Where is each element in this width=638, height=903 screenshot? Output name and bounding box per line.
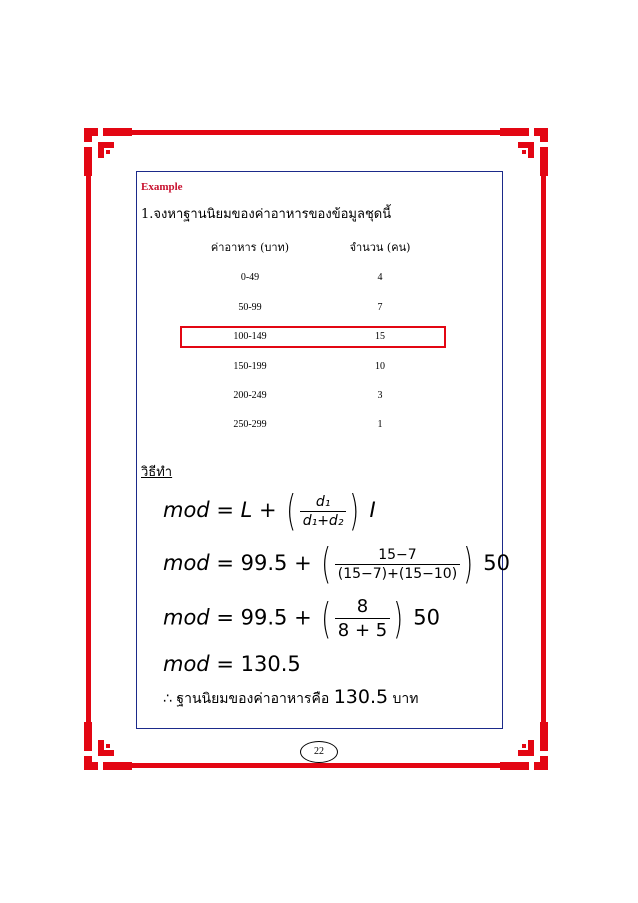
- eq4-result: 130.5: [240, 652, 301, 676]
- eq2-lhs: mod: [163, 551, 210, 575]
- eq4-lhs: mod: [163, 652, 210, 676]
- eq2-plus: +: [294, 551, 312, 575]
- fraction-denominator: d₁+d₂: [302, 512, 344, 529]
- table-cell-count: 7: [377, 302, 383, 313]
- corner-ornament-bottom-right: [500, 722, 548, 770]
- left-paren: (: [286, 486, 297, 535]
- table-cell-count: 3: [377, 390, 383, 401]
- eq1-lhs: mod: [163, 498, 210, 522]
- formula-mode: [163, 486, 376, 535]
- formula-result: [163, 652, 301, 676]
- eq2-fraction: [335, 547, 460, 582]
- corner-ornament-top-left: [84, 128, 132, 176]
- eq3-base: 99.5: [240, 605, 288, 630]
- eq3-fraction: [335, 596, 390, 641]
- table-cell-count: 10: [375, 361, 385, 372]
- eq1-fraction: [300, 494, 347, 529]
- fraction-numerator: 15−7: [335, 547, 460, 565]
- eq2-interval: 50: [483, 551, 510, 575]
- example-label: Example: [141, 181, 183, 193]
- right-paren: ): [349, 486, 360, 535]
- eq1-plus: +: [259, 498, 277, 522]
- therefore-symbol: ∴: [163, 691, 172, 707]
- content-border: [136, 171, 503, 729]
- left-paren: (: [321, 593, 332, 643]
- question-text: 1.จงหาฐานนิยมของค่าอาหารของข้อมูลชุดนี้: [141, 207, 392, 222]
- table-cell-count: 1: [377, 419, 383, 430]
- eq4-equals: =: [216, 652, 234, 676]
- conclusion-unit: บาท: [392, 691, 419, 707]
- fraction-numerator: 8: [335, 596, 390, 619]
- method-heading: วิธีทำ: [141, 465, 173, 480]
- formula-substitution: [163, 539, 510, 588]
- formula-simplified: [163, 593, 441, 643]
- fraction-numerator: d₁: [300, 494, 347, 512]
- eq3-plus: +: [294, 605, 312, 630]
- eq1-equals: =: [216, 498, 234, 522]
- conclusion-value: 130.5: [333, 686, 389, 708]
- table-cell-price: 250-299: [233, 419, 267, 430]
- table-cell-price: 200-249: [233, 390, 267, 401]
- page-number: 22: [300, 741, 338, 763]
- modal-class-highlight-box: [180, 326, 446, 348]
- eq2-base: 99.5: [240, 551, 288, 575]
- table-header-count: จำนวน (คน): [349, 241, 411, 254]
- eq1-lower-boundary: L: [240, 498, 253, 522]
- table-cell-count: 4: [377, 272, 383, 283]
- table-cell-price: 150-199: [233, 361, 267, 372]
- conclusion-line: [163, 686, 419, 710]
- fraction-denominator: 8 + 5: [337, 620, 388, 641]
- eq3-lhs: mod: [163, 605, 210, 630]
- conclusion-text: ฐานนิยมของค่าอาหารคือ: [176, 691, 330, 707]
- right-paren: ): [463, 539, 474, 588]
- eq1-interval: I: [369, 498, 376, 522]
- right-paren: ): [393, 593, 404, 643]
- table-cell-price: 50-99: [238, 302, 262, 313]
- table-header-price: ค่าอาหาร (บาท): [210, 241, 290, 254]
- eq3-interval: 50: [413, 605, 441, 630]
- eq2-equals: =: [216, 551, 234, 575]
- table-cell-count: 15: [375, 331, 385, 342]
- left-paren: (: [321, 539, 332, 588]
- eq3-equals: =: [216, 605, 234, 630]
- table-cell-price: 100-149: [233, 331, 267, 342]
- table-cell-price: 0-49: [240, 272, 260, 283]
- corner-ornament-top-right: [500, 128, 548, 176]
- fraction-denominator: (15−7)+(15−10): [337, 565, 458, 582]
- corner-ornament-bottom-left: [84, 722, 132, 770]
